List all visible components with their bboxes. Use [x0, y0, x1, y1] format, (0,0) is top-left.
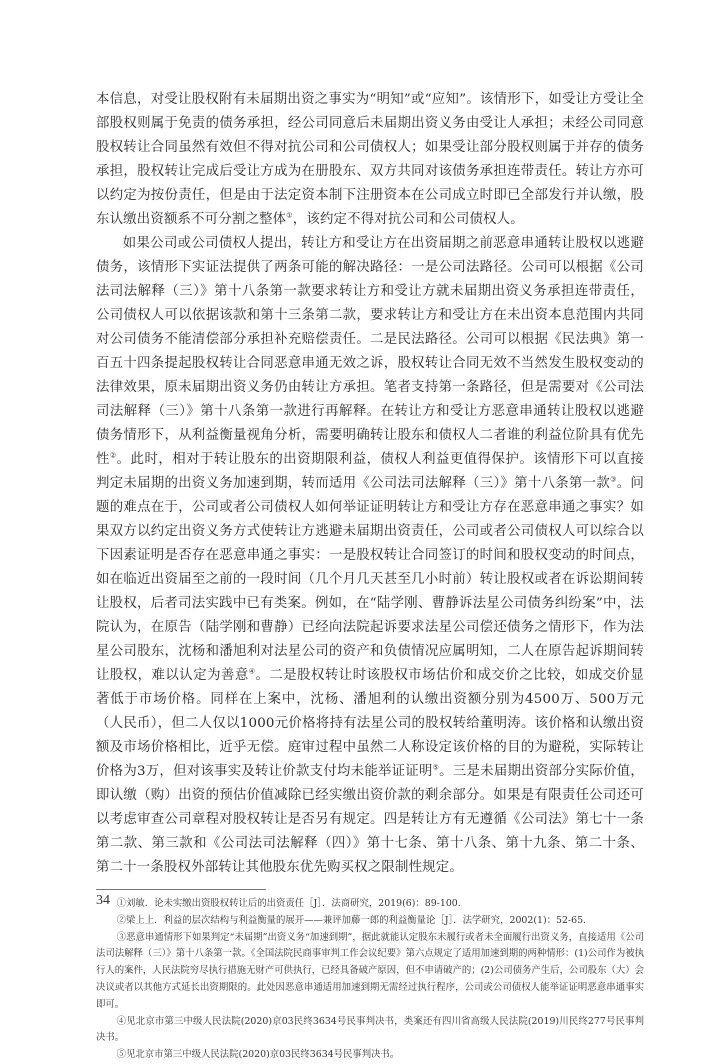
- paragraph-text: 本信息，对受让股权附有未届期出资之事实为“明知”或“应知”。该情形下，如受让方受让全部股权则属于免责的债务承担，经公司同意后未届期出资义务由受让人承担；未经公司同意股权转让合同虽然有效但不得对抗公司和公司债权人；如果受让部分股权则属于并存的债务承担，股权转让完成后受让方成为在册股东、双方共同对该债务承担连带责任。转让方亦可以约定为按份责任，但是由于法定资本制下注册资本在公司成立时即已全部发行并认缴，股东认缴出资额系不可分割之整体: [96, 92, 644, 227]
- footnote-3: ③恶意串通情形下如果判定“未届期”出资义务“加速到期”，据此就能认定股东未履行或者未全面履行出资义务，直接适用《公司法司法解释（三）》第十八条第一款。《全国法院民商事审判工作会议纪要》第六点规定了适用加速到期的两种情形：(1)公司作为被执行人的案件，人民法院穷尽执行措施无财产可供执行，已经具备破产原因，但不申请破产的；(2)公司债务产生后，公司股东（大）会决议或者以其他方式延长出资期限的。此处因恶意串通适用加速到期无需经过执行程序，公司或公司债权人能举证证明恶意串通事实即可。: [96, 931, 644, 1010]
- paragraph-text: 。此时，相对于转让股东的出资期限利益，债权人利益更值得保护。该情形下可以直接判定未届期的出资义务加速到期，转而适用《公司法司法解释（三）》第十八条第一款: [96, 452, 644, 491]
- footnote-5: ⑤见北京市第三中级人民法院(2020)京03民终3634号民事判决书。: [116, 1049, 400, 1061]
- paragraph-text: 。问题的难点在于，公司或者公司债权人如何举证证明转让方和受让方存在恶意串通之事实？如果双方以约定出资义务方式使转让方逃避未届期出资责任，公司或者公司债权人可以综合以下因素证明是否存在恶意串通之事实：一是股权转让合同签订的时间和股权变动的时间点，如在临近出资届至之前的一段时间（几个月几天甚至几小时前）转让股权或者在诉讼期间转让股权，后者司法实践中已有类案。例如，在“陆学刚、曹静诉法星公司债务纠纷案”中，法院认为，在原告（陆学刚和曹静）已经向法院起诉要求法星公司偿还债务之情形下，作为法星公司股东，沈杨和潘旭利对法星公司的资产和负债情况应属明知，二人在原告起诉期间转让股权，难以认定为善意: [96, 476, 644, 683]
- footnote-ref-3[interactable]: ③: [610, 475, 617, 484]
- paragraph-text: 。二是股权转让时该股权市场估价和成交价之比较，如成交价显著低于市场价格。同样在上案中，沈杨、潘旭利的认缴出资额分别为4500万、500万元（人民币），但二人仅以1000元价格将持有法星公司的股权转给董明涛。该价格和认缴出资额及市场价格相比，近乎无偿。庭审过程中虽然二人称设定该价格的目的为避税，实际转让价格为3万，但对该事实及转让价款支付均未能举证证明: [96, 668, 644, 779]
- footnote-2: ②梁上上．利益的层次结构与利益衡量的展开——兼评加藤一郎的利益衡量论［J］．法学研究，2002(1)：52-65.: [116, 914, 587, 926]
- page-number: 34: [96, 893, 110, 908]
- body-paragraph-2: [96, 232, 644, 880]
- footnote-1: ①刘敏．论未实缴出资股权转让后的出资责任［J］．法商研究，2019(6)：89-100.: [116, 898, 461, 909]
- paragraph-text: 如果公司或公司债权人提出，转让方和受让方在出资届期之前恶意串通转让股权以逃避债务，该情形下实证法提供了两条可能的解决路径：一是公司法路径。公司可以根据《公司法司法解释（三）》第十八条第一款要求转让方和受让方就未届期出资义务承担连带责任，公司债权人可以依据该款和第十三条第二款，要求转让方和受让方在未出资本息范围内共同对公司债务不能清偿部分承担补充赔偿责任。二是民法路径。公司可以根据《民法典》第一百五十四条提起股权转让合同恶意串通无效之诉，股权转让合同无效不当然发生股权变动的法律效果，原未届期出资义务仍由转让方承担。笔者支持第一条路径，但是需要对《公司法司法解释（三）》第十八条第一款进行再解释。在转让方和受让方恶意串通转让股权以逃避债务情形下，从利益衡量视角分析，需要明确转让股东和债权人二者谁的利益位阶具有优先性: [96, 236, 644, 467]
- footnote-ref-5[interactable]: ⑤: [432, 763, 440, 772]
- footnote-4: ④见北京市第三中级人民法院(2020)京03民终3634号民事判决书，类案还有四川省高级人民法院(2019)川民终277号民事判决书。: [96, 1015, 644, 1044]
- paragraph-text: 。三是未届期出资部分实际价值，即认缴（购）出资的预估价值减除已经实缴出资价款的剩余部分。如果是有限责任公司还可以考虑审查公司章程对股权转让是否另有规定。四是转让方有无遵循《公司法》第七十一条第二款、第三款和《公司法司法解释（四）》第十七条、第十八条、第十九条、第二十条、第二十一条股权外部转让其他股东优先购买权之限制性规定。: [96, 764, 644, 875]
- footnotes: [96, 896, 644, 1064]
- document-page: [96, 88, 644, 1064]
- paragraph-text: ，该约定不得对抗公司和公司债权人。: [292, 212, 524, 227]
- footnote-ref-1[interactable]: ①: [286, 211, 293, 220]
- body-paragraph-1: [96, 88, 644, 232]
- footnote-ref-2[interactable]: ②: [109, 451, 117, 460]
- footnote-divider: [96, 889, 266, 890]
- footnote-ref-4[interactable]: ④: [248, 667, 256, 676]
